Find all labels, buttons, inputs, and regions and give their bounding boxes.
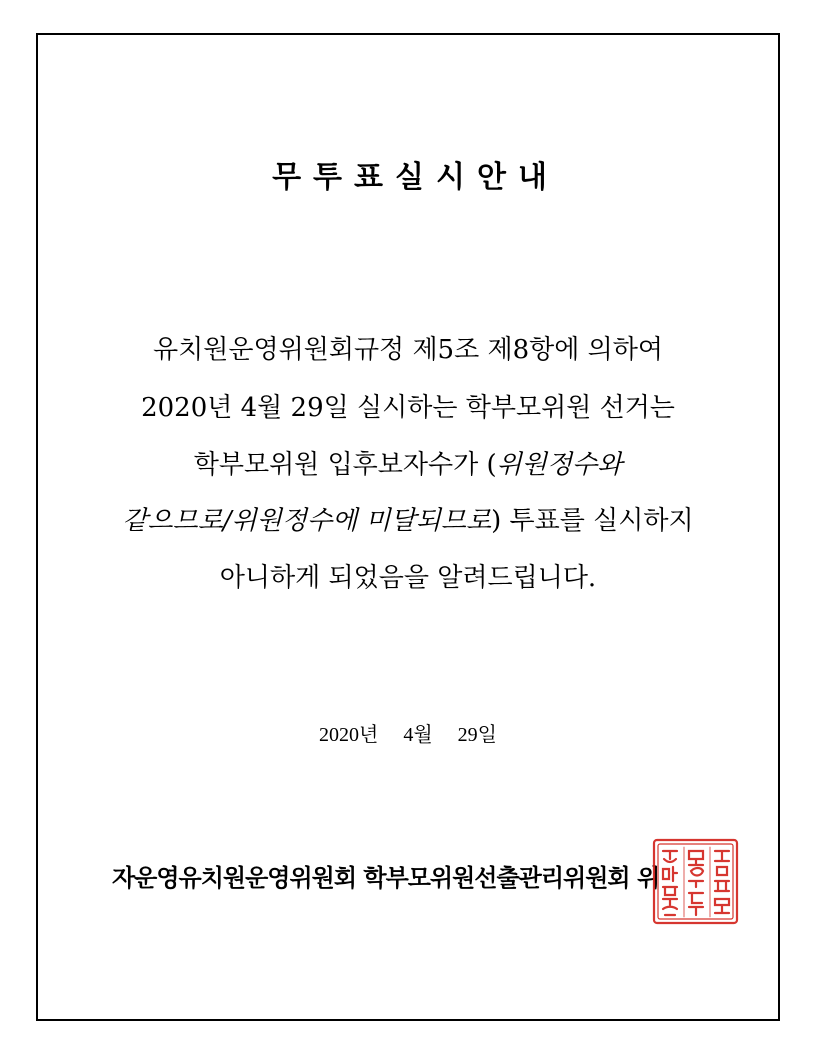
date-year: 2020년 bbox=[319, 724, 379, 746]
date-day: 29일 bbox=[457, 724, 497, 746]
issuer-name: 자운영유치원운영위원회 학부모위원선출관리위원회 위 bbox=[112, 864, 660, 892]
notice-line-3 bbox=[36, 447, 780, 483]
date-month: 4월 bbox=[403, 724, 433, 746]
notice-title: 무투표실시안내 bbox=[272, 160, 559, 195]
notice-line-1: 유치원운영위원회규정 제5조 제8항에 의하여 bbox=[153, 335, 663, 365]
notice-line-4-italic: 같으므로/위원정수에 미달되므로 bbox=[122, 506, 492, 536]
notice-line-2: 2020년 4월 29일 실시하는 학부모위원 선거는 bbox=[141, 393, 675, 423]
notice-line-4-suffix: ) 투표를 실시하지 bbox=[491, 506, 694, 536]
notice-date bbox=[36, 718, 780, 747]
notice-line-4 bbox=[36, 503, 780, 539]
official-seal-stamp bbox=[651, 837, 740, 926]
notice-line-5: 아니하게 되었음을 알려드립니다. bbox=[219, 563, 597, 593]
notice-line-3-italic: 위원정수와 bbox=[496, 450, 623, 480]
notice-line-3-prefix: 학부모위원 입후보자수가 ( bbox=[193, 450, 497, 480]
